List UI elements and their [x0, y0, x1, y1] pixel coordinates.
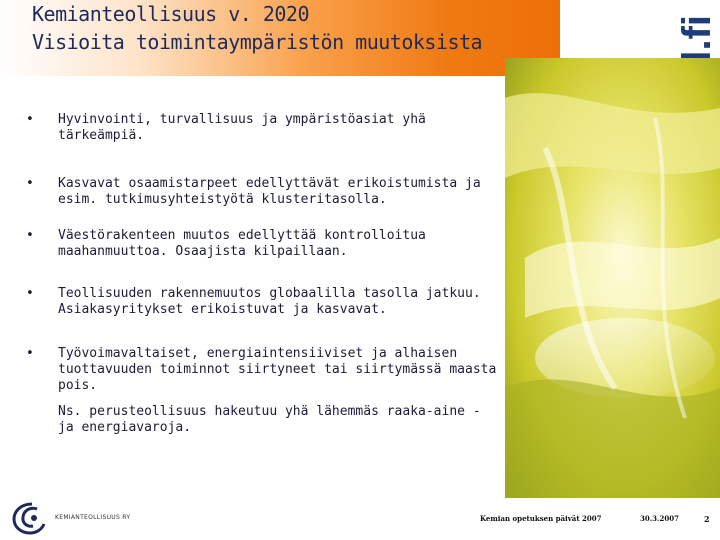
- bullet-marker: •: [26, 228, 34, 243]
- footer-date: 30.3.2007: [640, 514, 679, 523]
- page-number: 2: [704, 514, 710, 524]
- footer-event-name: Kemian opetuksen päivät 2007: [480, 514, 602, 523]
- chemistry-glassware-photo: [505, 58, 720, 498]
- sub-paragraph: Ns. perusteollisuus hakeutuu yhä lähemmäs raaka-aine - ja energiavaroja.: [58, 404, 481, 435]
- bullet-marker: •: [26, 112, 34, 127]
- bullet-text: Työvoimavaltaiset, energiaintensiiviset ja alhaisen tuottavuuden toiminnot siirtyneet tai siirtymässä maasta pois.: [58, 346, 497, 393]
- bullet-text: Hyvinvointi, turvallisuus ja ympäristöasiat yhä tärkeämpiä.: [58, 112, 426, 143]
- bullet-marker: •: [26, 286, 34, 301]
- bullet-marker: •: [26, 346, 34, 361]
- slide-title-line-1: Kemianteollisuus v. 2020: [32, 2, 309, 26]
- bullet-text: Väestörakenteen muutos edellyttää kontrolloitua maahanmuuttoa. Osaajista kilpaillaan.: [58, 228, 426, 259]
- bullet-text: Kasvavat osaamistarpeet edellyttävät erikoistumista ja esim. tutkimusyhteistyötä klusteritasolla.: [58, 176, 481, 207]
- kemianteollisuus-logo-icon: [10, 500, 50, 536]
- bullet-text: Teollisuuden rakennemuutos globaalilla tasolla jatkuu. Asiakasyritykset erikoistuvat ja kasvavat.: [58, 286, 481, 317]
- slide-title-line-2: Visioita toimintaympäristön muutoksista: [32, 30, 483, 54]
- footer-org-name: KEMIANTEOLLISUUS RY: [55, 514, 131, 521]
- bullet-marker: •: [26, 176, 34, 191]
